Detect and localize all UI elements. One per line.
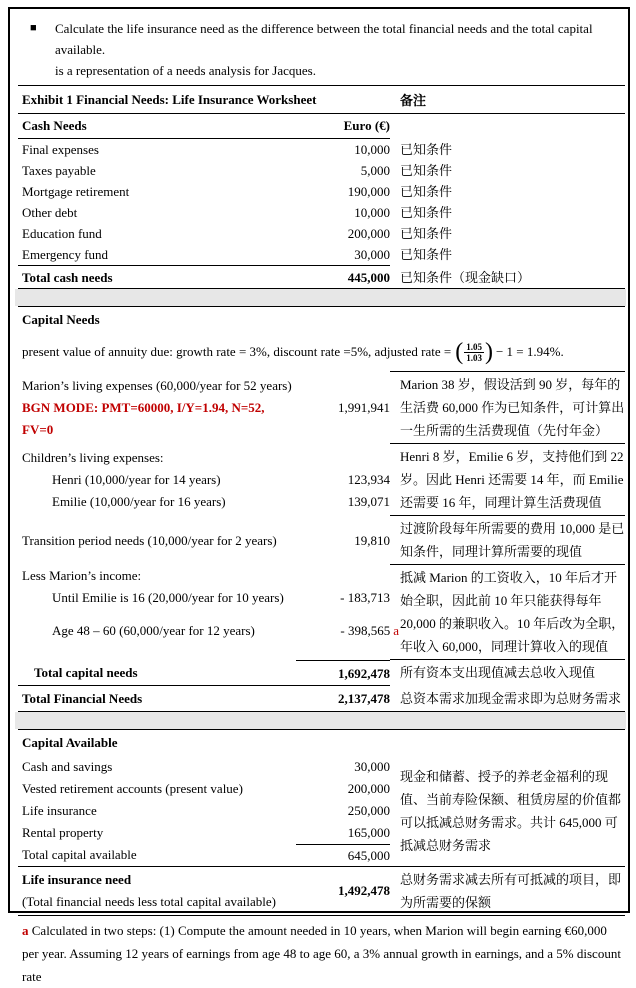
income-note: 抵减 Marion 的工资收入，10 年后才开始全职，因此前 10 年只能获得每年 20,000 的兼职收入。10 年后改为全职，年收入 60,000，同理计算收入的现值 (390, 565, 625, 660)
footnote (18, 916, 625, 988)
row-label: Vested retirement accounts (present value) (22, 781, 243, 796)
row-value: - 183,713 (340, 590, 390, 605)
capital-available-heading: Capital Available (22, 735, 118, 750)
capital-available-note: 现金和储蓄、授予的养老金福利的现值、当前寿险保额、租赁房屋的价值都可以抵减总财务需求。共计 645,000 可抵减总财务需求 (400, 769, 622, 853)
row-note: 已知条件 (400, 205, 453, 220)
row-label: Life insurance (22, 803, 97, 818)
transition-section (18, 516, 625, 565)
row-value: 30,000 (354, 759, 390, 774)
table-row (18, 202, 625, 223)
children-heading: Children’s living expenses: (22, 450, 164, 465)
row-value: 5,000 (360, 163, 390, 178)
transition-label: Transition period needs (10,000/year for 2 years) (22, 532, 277, 548)
formula-suffix: − 1 = 1.94%. (495, 344, 564, 359)
life-insurance-need-section (18, 867, 625, 915)
transition-value: 19,810 (354, 532, 390, 548)
total-capital-needs-note: 所有资本支出现值减去总收入现值 (400, 665, 596, 680)
row-label: Emilie (10,000/year for 16 years) (52, 494, 226, 509)
row-value: 250,000 (347, 803, 390, 818)
marion-note: Marion 38 岁，假设活到 90 岁，每年的生活费 60,000 作为已知条件，可计算出一生所需的生活费现值（先付年金） (390, 371, 625, 444)
marion-labels (18, 371, 296, 444)
intro-text (55, 18, 623, 81)
row-value: 200,000 (347, 226, 390, 241)
fraction-denominator: 1.03 (466, 352, 482, 363)
annuity-formula (18, 333, 625, 371)
table-row (18, 181, 625, 202)
page-content (10, 9, 628, 988)
row-note: 已知条件 (400, 163, 453, 178)
row-label: Emergency fund (22, 247, 109, 262)
gray-separator-band (15, 712, 626, 729)
capital-available-left (18, 756, 390, 866)
row-note: 已知条件 (400, 226, 453, 241)
total-financial-needs-row (18, 686, 625, 711)
total-financial-needs-note: 总资本需求加现金需求即为总财务需求 (400, 691, 622, 706)
row-label: Cash and savings (22, 759, 113, 774)
marion-label: Marion’s living expenses (60,000/year for 52 years) (22, 377, 292, 393)
bullet-square-icon: ■ (30, 22, 37, 34)
marion-left (18, 371, 390, 444)
transition-left (18, 516, 390, 565)
spacer (18, 609, 390, 620)
income-heading: Less Marion’s income: (22, 568, 142, 583)
row-value: 190,000 (347, 184, 390, 199)
row-value: 10,000 (354, 205, 390, 220)
total-cash-note: 已知条件（现金缺口） (400, 269, 531, 285)
left-paren: ( (455, 339, 464, 365)
row-value: 30,000 (354, 247, 390, 262)
intro-paragraph (18, 16, 625, 85)
row-note: 已知条件 (400, 142, 453, 157)
total-capital-needs-value: 1,692,478 (296, 660, 390, 685)
footnote-text: Calculated in two steps: (1) Compute the amount needed in 10 years, when Marion will begin earning €60,000 per year. Assuming 12 years of earnings from age 48 to age 60, a 3% annual growth in earnings, and a 5% discount rate (22, 923, 621, 984)
row-label: Until Emilie is 16 (20,000/year for 10 years) (52, 590, 284, 605)
total-cash-row (18, 266, 625, 288)
gray-separator-band (15, 289, 626, 306)
footnote-marker-a: a (22, 923, 29, 938)
row-label: Education fund (22, 226, 102, 241)
fraction (464, 342, 484, 363)
exhibit-header-row (18, 86, 625, 113)
table-row (18, 223, 625, 244)
total-capital-available-value: 645,000 (296, 844, 390, 866)
marion-section (18, 371, 625, 444)
row-label: Age 48 – 60 (60,000/year for 12 years) (52, 623, 255, 638)
table-row (18, 244, 625, 265)
income-left (18, 565, 399, 660)
life-insurance-left (18, 867, 390, 915)
life-insurance-need-note: 总财务需求减去所有可抵减的项目，即为所需要的保额 (400, 872, 622, 910)
fraction-numerator: 1.05 (466, 341, 482, 352)
income-section (18, 565, 625, 660)
capital-needs-heading: Capital Needs (22, 312, 100, 327)
life-insurance-need-label: Life insurance need (22, 872, 132, 887)
marion-calculator-note: BGN MODE: PMT=60000, I/Y=1.94, N=52, FV=0 (22, 399, 265, 437)
row-note: 已知条件 (400, 184, 453, 199)
currency-heading: Euro (€) (343, 118, 390, 133)
total-cash-label: Total cash needs (22, 269, 113, 285)
life-insurance-need-value: 1,492,478 (338, 883, 390, 898)
notes-column-header: 备注 (400, 93, 427, 108)
formula-prefix: present value of annuity due: growth rate = 3%, discount rate =5%, adjusted rate = (22, 344, 452, 359)
row-value: 200,000 (347, 781, 390, 796)
total-financial-needs-label: Total Financial Needs (22, 691, 143, 706)
row-value: - 398,565 a (340, 623, 399, 638)
right-paren: ) (484, 339, 493, 365)
page-border (8, 7, 630, 984)
footnote-marker-a: a (393, 623, 399, 638)
row-label: Other debt (22, 205, 78, 220)
exhibit-title: Exhibit 1 Financial Needs: Life Insurance Worksheet (22, 91, 317, 107)
children-left (18, 444, 390, 516)
row-label: Taxes payable (22, 163, 96, 178)
row-label: Mortgage retirement (22, 184, 130, 199)
row-label: Rental property (22, 825, 104, 840)
capital-available-section (18, 756, 625, 866)
transition-note: 过渡阶段每年所需要的费用 10,000 是已知条件，同理计算所需要的现值 (390, 516, 625, 565)
marion-value: 1,991,941 (338, 399, 390, 415)
total-capital-available-label: Total capital available (22, 847, 137, 862)
row-value: 123,934 (347, 472, 390, 487)
row-value: 165,000 (347, 825, 390, 840)
row-value: 10,000 (354, 142, 390, 157)
cash-needs-header-row (18, 114, 625, 138)
children-section (18, 444, 625, 516)
total-capital-needs-row (18, 660, 625, 685)
total-cash-value: 445,000 (347, 269, 390, 285)
life-insurance-need-sublabel: (Total financial needs less total capital available) (22, 894, 276, 909)
total-financial-needs-value: 2,137,478 (338, 691, 390, 706)
row-value: 139,071 (347, 494, 390, 509)
intro-line-1: Calculate the life insurance need as the difference between the total financial needs and the total capital available. (54, 21, 593, 57)
row-label: Final expenses (22, 142, 99, 157)
row-label: Henri (10,000/year for 14 years) (52, 472, 221, 487)
table-row (18, 139, 625, 160)
children-note: Henri 8 岁，Emilie 6 岁，支持他们到 22 岁。因此 Henri 还需要 14 年，而 Emilie 还需要 16 年，同理计算生活费现值 (390, 444, 625, 516)
table-row (18, 160, 625, 181)
cash-needs-heading: Cash Needs (22, 118, 87, 133)
intro-line-2: is a representation of a needs analysis for Jacques. (54, 63, 316, 78)
total-capital-needs-label: Total capital needs (34, 665, 138, 680)
row-note: 已知条件 (400, 247, 453, 262)
